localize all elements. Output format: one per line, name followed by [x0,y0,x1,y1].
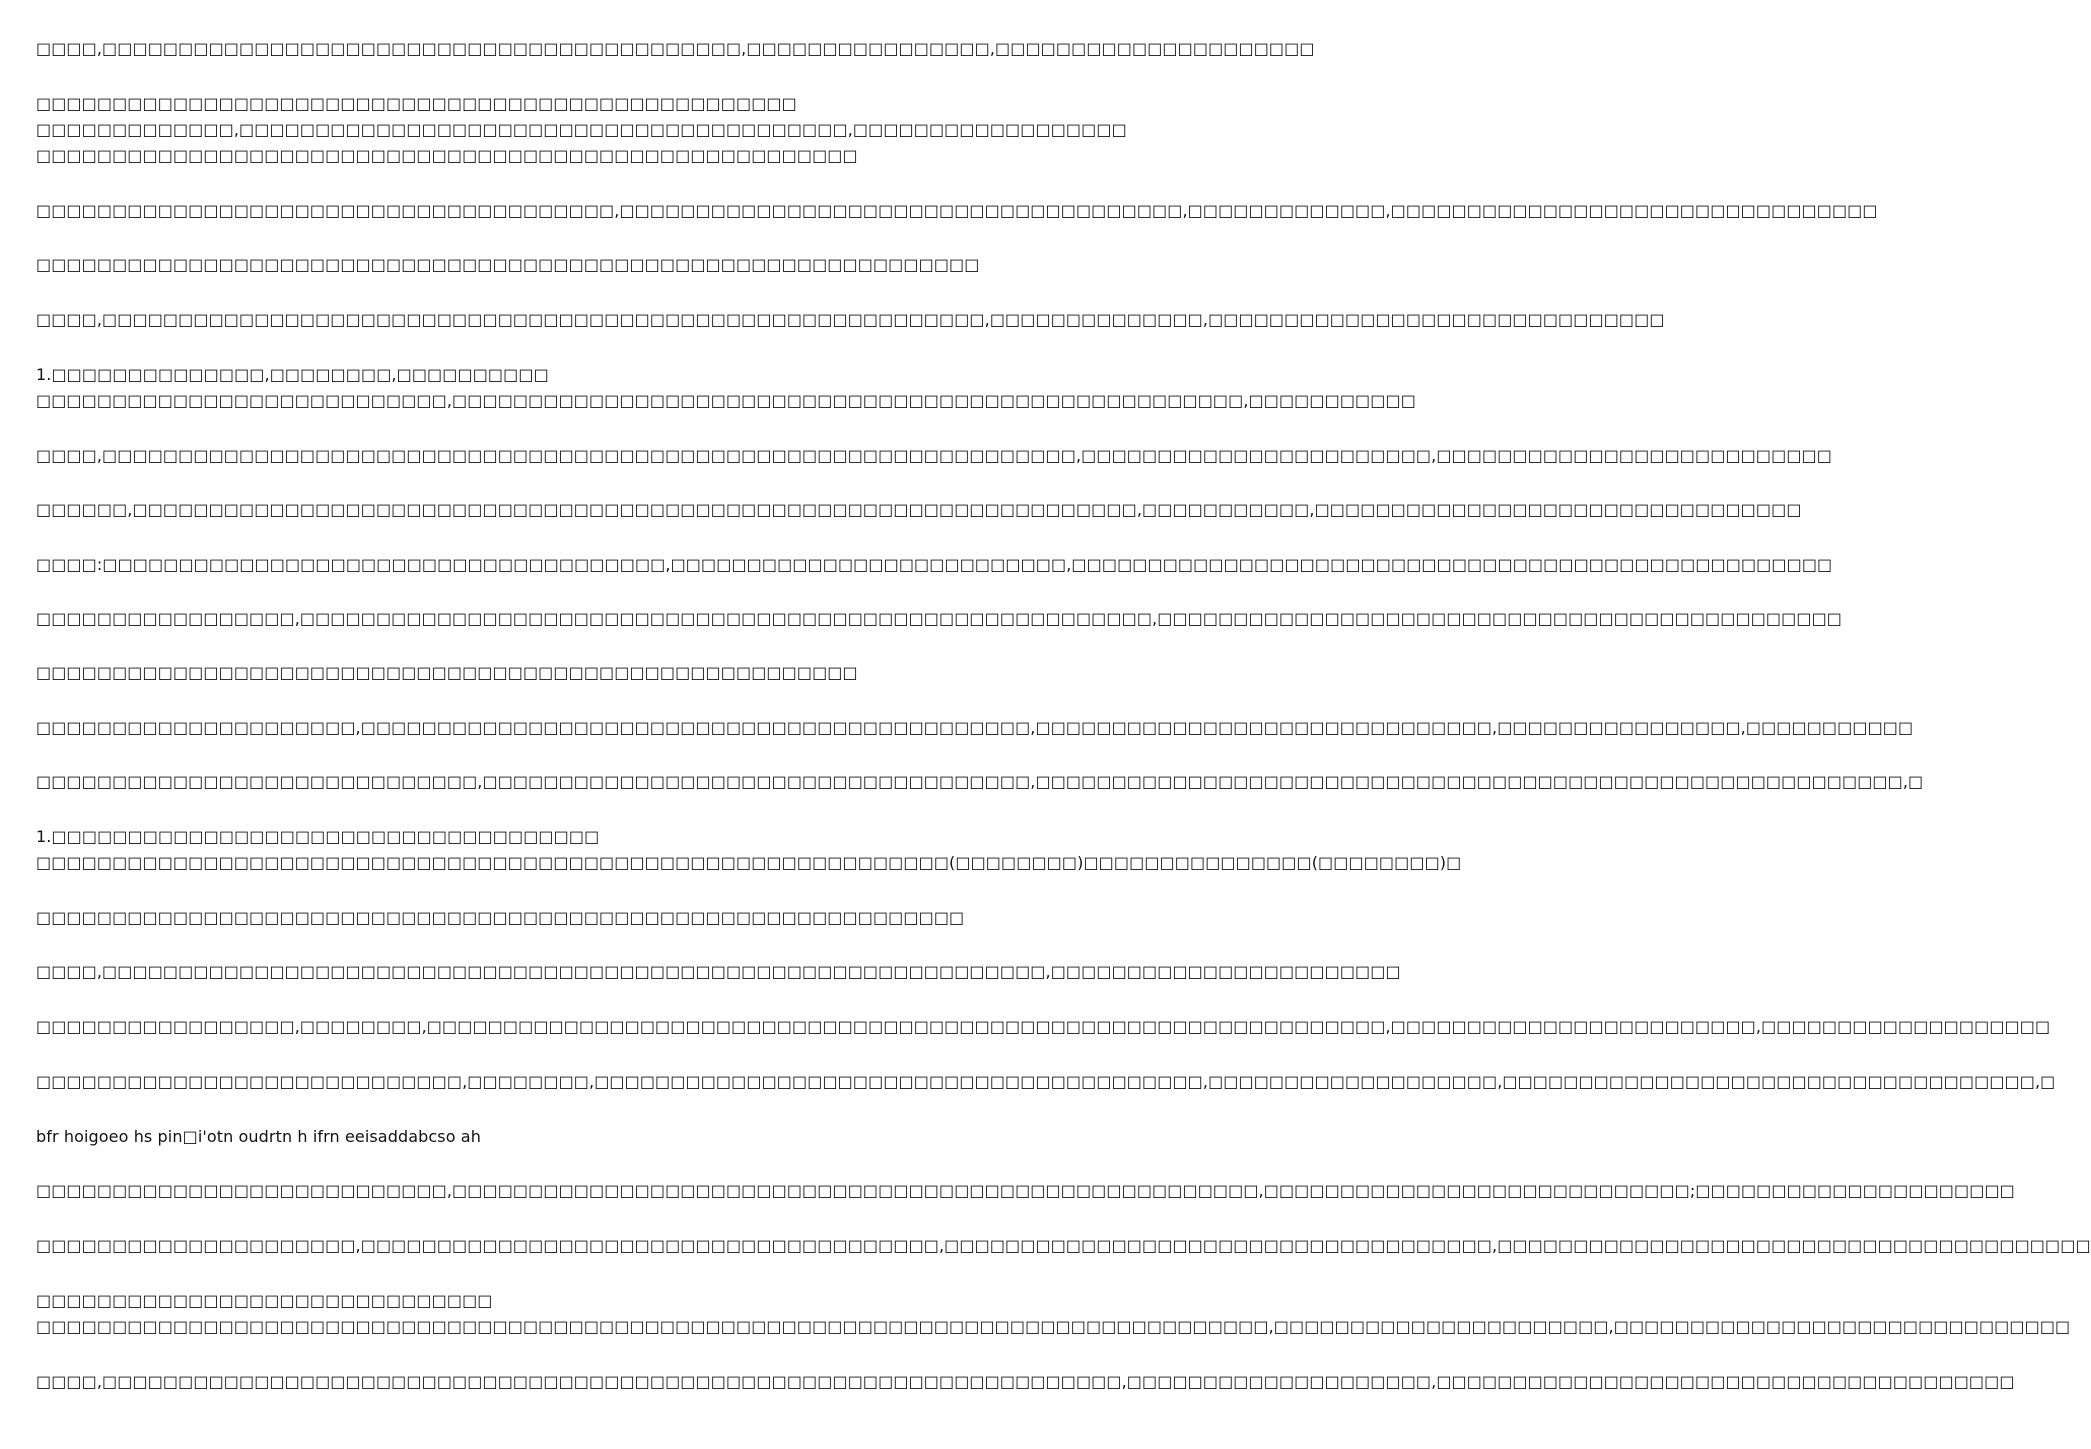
text-line: □□□□□□,□□□□□□□□□□□□□□□□□□□□□□□□□□□□□□□□□□□□□□□□□□□□□□□□□□□□□□□□□□□□□□□□□□,□□□□□□□□□□□,□□□□□□□□□□□□□□□□□□□□□□□□□□□□□□□□ [36,500,1802,519]
text-line: □□□□□□□□□□□□□□□□□□□□□□□□□□□□□□□□□□□□□□,□□□□□□□□□□□□□□□□□□□□□□□□□□□□□□□□□□□□□,□□□□□□□□□□□□□,□□□□□□□□□□□□□□□□□□□□□□□□□□□□□□□□ [36,201,1878,220]
text-line: □□□□□□□□□□□□□□□□□□□□□□□□□□□□,□□□□□□□□,□□□□□□□□□□□□□□□□□□□□□□□□□□□□□□□□□□□□□□□□,□□□□□□□□□□□□□□□□□□□,□□□□□□□□□□□□□□□□□□□□□□□□□□□□□□□□□□□,□ [36,1072,2056,1091]
text-line: □□□□,□□□□□□□□□□□□□□□□□□□□□□□□□□□□□□□□□□□□□□□□□□,□□□□□□□□□□□□□□□□,□□□□□□□□□□□□□□□□□□□□□ [36,39,1315,58]
text-line: □□□□□□□□□□□□□□□□□□□□□□□□□□□,□□□□□□□□□□□□□□□□□□□□□□□□□□□□□□□□□□□□□□□□□□□□□□□□□□□□□,□□□□□□□□□□□□□□□□□□□□□□□□□□□□;□□□□□□□□□□□□□□□□□□□□□ [36,1181,2015,1200]
text-line: □□□□□□□□□□□□□□□□□□□□□,□□□□□□□□□□□□□□□□□□□□□□□□□□□□□□□□□□□□□□□□□□□□,□□□□□□□□□□□□□□□□□□□□□□□□□□□□□□,□□□□□□□□□□□□□□□□,□□□□□□□□□□□ [36,718,1914,737]
text-line: □□□□□□□□□□□□□□□□□□□□□□□□□□□□□□□□□□□□□□□□□□□□□□□□□□□□□□□□□□□□□□□□□□□□□□□□□□□□□□□□□,□□□□□□□□□□□□□□□□□□□□□□,□□□□□□□□□□□□□□□□□□□□□□□□□□□□□□ [36,1317,2071,1336]
text-line: □□□□□□□□□□□□□□□□□□□□□□□□□□□□□□□□□□□□□□□□□□□□□□□□□□□□□□ [36,663,858,682]
text-line: □□□□□□□□□□□□□□□□□□□□□□□□□□□□□□□□□□□□□□□□□□□□□□□□□□□□□□□□□□□□(□□□□□□□□)□□□□□□□□□□□□□□□(□□□□□□□□)□ [36,853,1462,872]
text-line: □□□□□□□□□□□□□,□□□□□□□□□□□□□□□□□□□□□□□□□□□□□□□□□□□□□□□□,□□□□□□□□□□□□□□□□□□ [36,120,1127,139]
text-line: □□□□□□□□□□□□□□□□□□□□□□□□□□□□□□ [36,1291,493,1310]
text-line: 1.□□□□□□□□□□□□□□,□□□□□□□□,□□□□□□□□□□ [36,365,549,384]
text-line: □□□□□□□□□□□□□□□□□□□□□□□□□□□□□□□□□□□□□□□□□□□□□□□□□□ [36,94,797,113]
text-line: □□□□□□□□□□□□□□□□□□□□□□□□□□□□□,□□□□□□□□□□□□□□□□□□□□□□□□□□□□□□□□□□□□,□□□□□□□□□□□□□□□□□□□□□□□□□□□□□□□□□□□□□□□□□□□□□□□□□□□□□□□□□,□ [36,772,1924,791]
text-line: bfr hoigoeo hs pin□i'otn oudrtn h ifrn eeisaddabcso ah [36,1127,481,1146]
text-line: □□□□□□□□□□□□□□□□□,□□□□□□□□,□□□□□□□□□□□□□□□□□□□□□□□□□□□□□□□□□□□□□□□□□□□□□□□□□□□□□□□□□□□□□□□,□□□□□□□□□□□□□□□□□□□□□□□□,□□□□□□□□□□□□□□□□□□□ [36,1017,2051,1036]
text-line: □□□□□□□□□□□□□□□□□,□□□□□□□□□□□□□□□□□□□□□□□□□□□□□□□□□□□□□□□□□□□□□□□□□□□□□□□□,□□□□□□□□□□□□□□□□□□□□□□□□□□□□□□□□□□□□□□□□□□□□□ [36,609,1842,628]
text-line: □□□□□□□□□□□□□□□□□□□□□□□□□□□□□□□□□□□□□□□□□□□□□□□□□□□□□□□□□□□□□ [36,908,965,927]
text-line: □□□□:□□□□□□□□□□□□□□□□□□□□□□□□□□□□□□□□□□□□□,□□□□□□□□□□□□□□□□□□□□□□□□□□,□□□□□□□□□□□□□□□□□□□□□□□□□□□□□□□□□□□□□□□□□□□□□□□□□□ [36,555,1833,574]
text-line: □□□□,□□□□□□□□□□□□□□□□□□□□□□□□□□□□□□□□□□□□□□□□□□□□□□□□□□□□□□□□□□,□□□□□□□□□□□□□□,□□□□□□□□□□□□□□□□□□□□□□□□□□□□□□ [36,310,1665,329]
text-line: □□□□□□□□□□□□□□□□□□□□□□□□□□□□□□□□□□□□□□□□□□□□□□□□□□□□□□ [36,146,858,165]
text-line: 1.□□□□□□□□□□□□□□□□□□□□□□□□□□□□□□□□□□□□ [36,827,600,846]
text-line: □□□□□□□□□□□□□□□□□□□□□,□□□□□□□□□□□□□□□□□□□□□□□□□□□□□□□□□□□□□□,□□□□□□□□□□□□□□□□□□□□□□□□□□□□□□□□□□□□,□□□□□□□□□□□□□□□□□□□□□□□□□□□□□□□□□□□□□□□ [36,1236,2091,1255]
text-line: □□□□,□□□□□□□□□□□□□□□□□□□□□□□□□□□□□□□□□□□□□□□□□□□□□□□□□□□□□□□□□□□□□□□□,□□□□□□□□□□□□□□□□□□□□□□□,□□□□□□□□□□□□□□□□□□□□□□□□□□ [36,446,1832,465]
text-line: □□□□□□□□□□□□□□□□□□□□□□□□□□□,□□□□□□□□□□□□□□□□□□□□□□□□□□□□□□□□□□□□□□□□□□□□□□□□□□□□,□□□□□□□□□□□ [36,391,1416,410]
text-line: □□□□,□□□□□□□□□□□□□□□□□□□□□□□□□□□□□□□□□□□□□□□□□□□□□□□□□□□□□□□□□□□□□□,□□□□□□□□□□□□□□□□□□□□□□□ [36,962,1401,981]
text-line: □□□□□□□□□□□□□□□□□□□□□□□□□□□□□□□□□□□□□□□□□□□□□□□□□□□□□□□□□□□□□□ [36,255,980,274]
text-line: □□□□,□□□□□□□□□□□□□□□□□□□□□□□□□□□□□□□□□□□□□□□□□□□□□□□□□□□□□□□□□□□□□□□□□□□,□□□□□□□□□□□□□□□□□□□□,□□□□□□□□□□□□□□□□□□□□□□□□□□□□□□□□□□□□□□ [36,1372,2015,1391]
